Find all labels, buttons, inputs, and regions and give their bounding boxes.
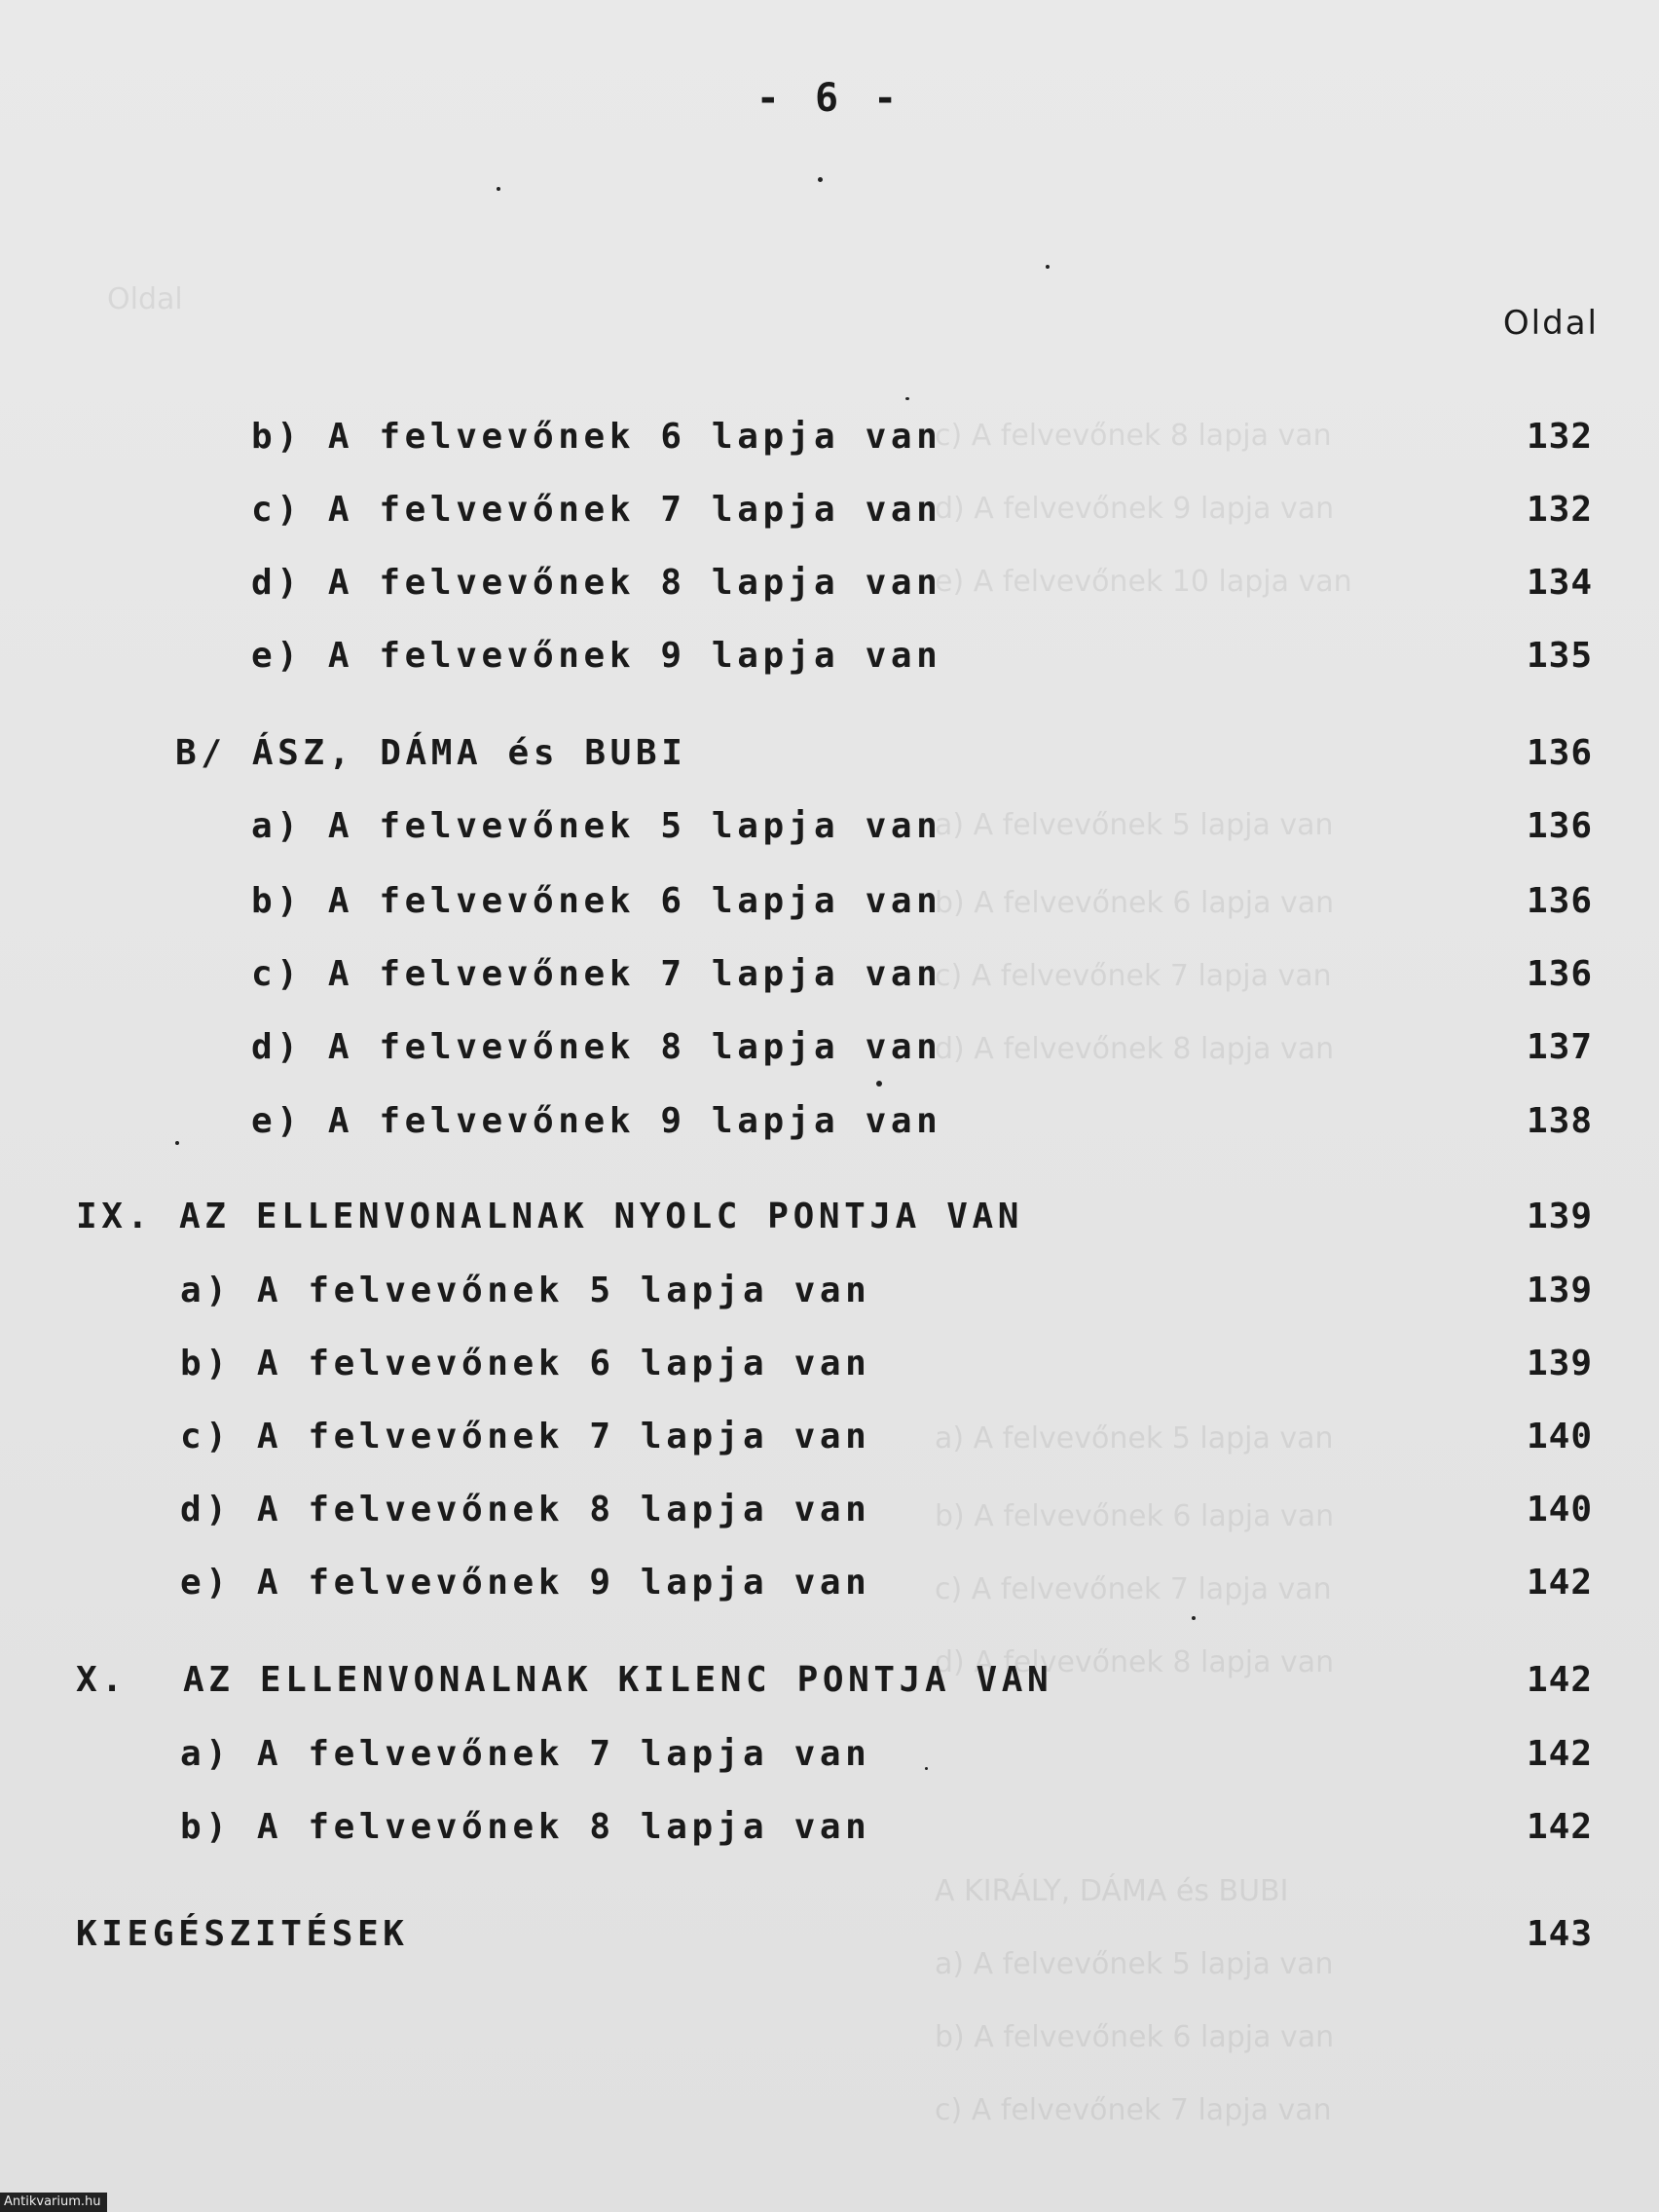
toc-entry-page: 143: [1526, 1914, 1593, 1954]
toc-entry-title: b) A felvevőnek 8 lapja van: [180, 1807, 871, 1847]
toc-entry-title: b) A felvevőnek 6 lapja van: [180, 1344, 871, 1383]
toc-entry: [0, 806, 1659, 855]
toc-entry: [0, 1734, 1659, 1783]
toc-entry-title: d) A felvevőnek 8 lapja van: [180, 1490, 871, 1530]
toc-chapter-heading: [0, 1197, 1659, 1245]
toc-entry-page: 136: [1526, 733, 1593, 773]
toc-entry-page: 139: [1526, 1197, 1593, 1236]
document-page: Oldal c) A felvevőnek 8 lapja van d) A felvevőnek 9 lapja van e) A felvevőnek 10 lapja van a) A felvevőnek 5 lapja van b) A felvevőnek 6 lapja van c) A felvevőnek 7 lapja van d) A felvevőnek 8 lapja van a) A felvevőnek 5 lapja van b) A felvevőnek 6 lapja van c) A felvevőnek 7 lapja van d) A felvevőnek 8 lapja van A KIRÁLY, DÁMA és BUBI a) A felvevőnek 5 lapja van b) A felvevőnek 6 lapja van c) A felvevőnek 7 lapja van - 6 - Oldal b) A felvevőnek 6 lapja van 132 c) A felvevőnek 7 lapja van 132 d) A felvevőnek 8 lapja van 134 e) A felvevőnek 9 lapja van 135 B/ ÁSZ, DÁMA és BUBI 136 a) A felvevőnek 5 lapja van 136 b) A felvevőnek 6 lapja van 136 c) A felvevőnek 7 lapja van 136 d) A felvevőnek 8 lapja van 137 e) A felvevőnek 9 lapja van 138 IX. AZ ELLENVONALNAK NYOLC PONTJA VAN 139 a) A felvevőnek 5 lapja van 139 b) A felvevőnek 6 lapja van 139 c) A felvevőnek 7 lapja van 140 d) A felvevőnek 8 lapja van 140 e) A felvevőnek 9 lapja van 142 X. AZ ELLENVONALNAK KILENC PONTJA VAN 142 a) A felvevőnek 7 lapja van 142 b) A felvevőnek 8 lapja van 142 KIEGÉSZITÉSEK 143 Antikvarium.hu: [0, 0, 1659, 2212]
toc-entry-page: 136: [1526, 881, 1593, 921]
toc-entry-page: 138: [1526, 1101, 1593, 1141]
toc-entry-title: [76, 1660, 1052, 1700]
toc-entry: [0, 563, 1659, 611]
toc-entry: [0, 1027, 1659, 1076]
toc-entry-title: d) A felvevőnek 8 lapja van: [251, 1027, 942, 1067]
toc-entry-title: c) A felvevőnek 7 lapja van: [180, 1417, 871, 1456]
toc-entry: [0, 881, 1659, 930]
toc-entry-title: b) A felvevőnek 6 lapja van: [251, 417, 942, 457]
column-header-oldal: Oldal: [1502, 304, 1599, 343]
toc-group-heading: [0, 733, 1659, 782]
toc-entry: [0, 1563, 1659, 1611]
toc-entry-page: 140: [1526, 1417, 1593, 1456]
toc-entry-page: 139: [1526, 1344, 1593, 1383]
chapter-title: AZ ELLENVONALNAK NYOLC PONTJA VAN: [179, 1197, 1024, 1236]
toc-entry-page: 135: [1526, 636, 1593, 676]
toc-entry-page: 140: [1526, 1490, 1593, 1530]
toc-entry: [0, 417, 1659, 465]
toc-entry: [0, 1807, 1659, 1856]
toc-entry-title: e) A felvevőnek 9 lapja van: [180, 1563, 871, 1603]
toc-entry-page: 142: [1526, 1563, 1593, 1603]
toc-entry-page: 132: [1526, 490, 1593, 530]
chapter-title: AZ ELLENVONALNAK KILENC PONTJA VAN: [183, 1660, 1053, 1700]
chapter-number: IX.: [76, 1197, 153, 1236]
toc-entry-page: 136: [1526, 954, 1593, 994]
toc-entry-title: b) A felvevőnek 6 lapja van: [251, 881, 942, 921]
toc-entry-page: 142: [1526, 1660, 1593, 1700]
toc-chapter-heading: [0, 1914, 1659, 1963]
toc-chapter-heading: [0, 1660, 1659, 1709]
toc-entry-title: a) A felvevőnek 5 lapja van: [251, 806, 942, 846]
toc-entry-title: e) A felvevőnek 9 lapja van: [251, 636, 942, 676]
toc-entry-page: 142: [1526, 1807, 1593, 1847]
toc-entry-title: d) A felvevőnek 8 lapja van: [251, 563, 942, 603]
toc-entry-title: KIEGÉSZITÉSEK: [76, 1914, 409, 1954]
toc-entry-title: c) A felvevőnek 7 lapja van: [251, 954, 942, 994]
toc-entry-page: 136: [1526, 806, 1593, 846]
toc-entry: [0, 636, 1659, 684]
watermark: Antikvarium.hu: [0, 2193, 107, 2212]
toc-entry-page: 139: [1526, 1271, 1593, 1310]
toc-entry-page: 134: [1526, 563, 1593, 603]
toc-entry-page: 132: [1526, 417, 1593, 457]
toc-entry: [0, 1271, 1659, 1319]
toc-entry: [0, 954, 1659, 1003]
toc-entry-title: e) A felvevőnek 9 lapja van: [251, 1101, 942, 1141]
toc-entry-title: c) A felvevőnek 7 lapja van: [251, 490, 942, 530]
toc-entry-title: a) A felvevőnek 7 lapja van: [180, 1734, 871, 1774]
toc-entry-title: a) A felvevőnek 5 lapja van: [180, 1271, 871, 1310]
toc-entry: [0, 1344, 1659, 1392]
toc-entry: [0, 490, 1659, 538]
toc-entry-page: 142: [1526, 1734, 1593, 1774]
toc-entry: [0, 1490, 1659, 1538]
toc-entry: [0, 1417, 1659, 1465]
toc-entry-title: B/ ÁSZ, DÁMA és BUBI: [175, 733, 687, 773]
toc-entry: [0, 1101, 1659, 1150]
page-number: - 6 -: [756, 76, 903, 121]
toc-entry-title: [76, 1197, 1023, 1236]
chapter-number: X.: [76, 1660, 128, 1700]
toc-entry-page: 137: [1526, 1027, 1593, 1067]
